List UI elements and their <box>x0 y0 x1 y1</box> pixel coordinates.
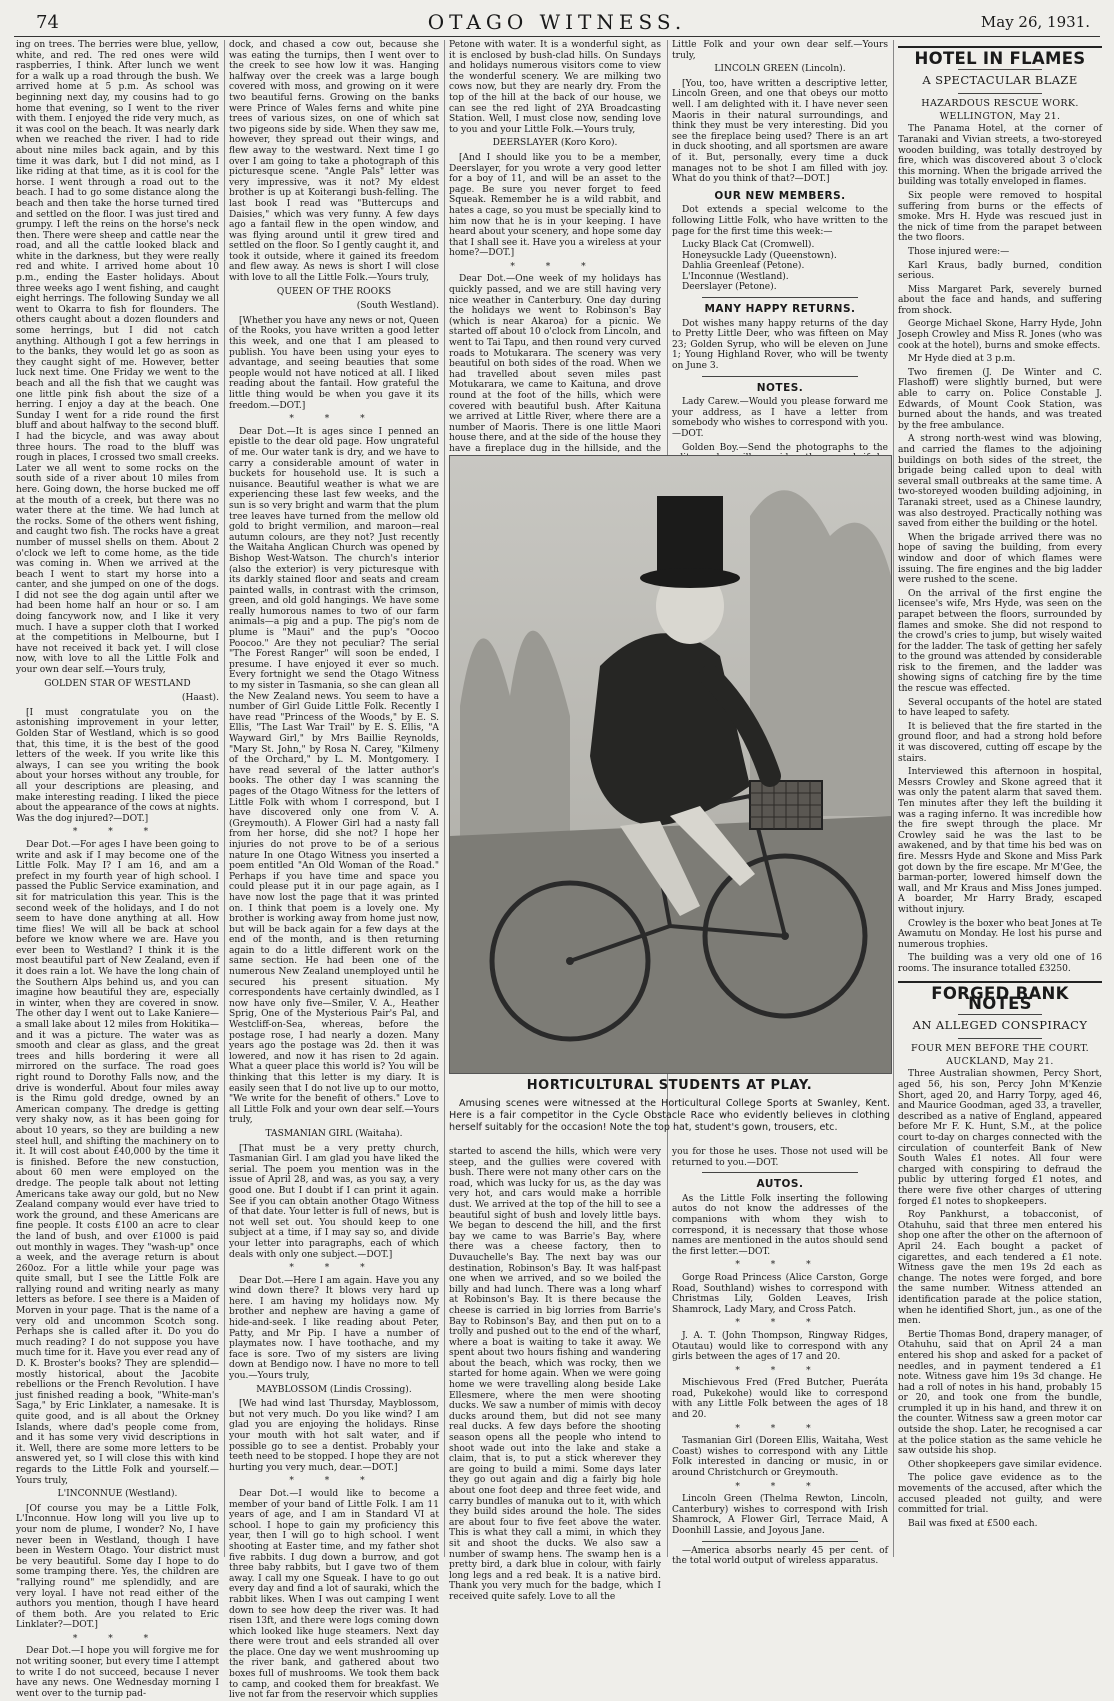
signature: GOLDEN STAR OF WESTLAND <box>44 678 191 689</box>
section-heading: NOTES. <box>756 381 804 394</box>
cyclist-photo-illustration <box>450 456 891 1073</box>
letter-paragraph: Dear Dot.—I hope you will forgive me for not writing sooner, but every time I attempt to write I do not succeed, because I never have any news. One Wednesday morning I went over to the turnip pad- <box>16 1646 219 1699</box>
separator-stars: * * * <box>735 1423 825 1434</box>
photo-caption: Amusing scenes were witnessed at the Horticultural College Sports at Swanley, Kent. Here is a fair competitor in the Cycle Obstacle Race who evidently believes in clothing herself suitably for the occasion! Note the top hat, student's gown, trousers, etc. <box>449 1098 890 1133</box>
masthead <box>14 6 1100 37</box>
column-rule <box>224 40 225 1557</box>
editor-reply: [You, too, have written a descriptive letter, Lincoln Green, and one that obeys our motto well. I am delighted with it. I have never seen Maoris in their natural surroundings, and think they must be very interesting. Did you see the fireplace being used? There is an art in duck shooting, and all sportsmen are aware of it. But, personally, every time a duck manages not to be shot I am filled with joy. What do you think of that?—DOT.] <box>672 78 888 185</box>
auto-entry: Lincoln Green (Thelma Rewton, Lincoln, Canterbury) wishes to correspond with Irish Shamrock, A Flower Girl, Terrace Maid, A Doonhill Lassie, and Joyous Jane. <box>672 1494 888 1536</box>
article-paragraph: Several occupants of the hotel are stated to have leaped to safety. <box>898 697 1102 719</box>
divider <box>898 46 1102 48</box>
letter-paragraph: Petone with water. It is a wonderful sight, as it is enclosed by bush-clad hills. On Sundays and holidays numerous visitors come to view the wonderful scenery. We are milking two cows now, but they are nearly dry. From the top of the hill at the back of our house, we can see the red light of 2YA Broadcasting Station. Well, I must close now, sending love to you and your Little Folk.—Yours truly, <box>449 40 661 135</box>
member-item: L'Inconnue (Westland). <box>682 271 789 282</box>
separator-stars: * * * <box>735 1481 825 1492</box>
article-paragraph: Bail was fixed at £500 each. <box>908 1518 1038 1529</box>
article-paragraph: The building was a very old one of 16 rooms. The insurance totalled £3250. <box>898 953 1102 974</box>
article-paragraph: Six people were removed to hospital suffering from burns or the effects of smoke. Mrs H. Hyde was rescued just in the nick of time from the parapet between the two floors. <box>898 190 1102 244</box>
editor-reply: [We had wind last Thursday, Mayblossom, but not very much. Do you like wind? I am glad you are enjoying the holidays. Rinse your mouth with hot salt water, and if possible go to see a dentist. Probably your teeth need to be stopped. I hope they are not hurting you very much, dear.—DOT.] <box>229 1399 439 1473</box>
section-intro: As the Little Folk inserting the following autos do not know the addresses of the companions with whom they wish to correspond, it is necessary that those whose names are mentioned in the autos should send the first letter.—DOT. <box>672 1193 888 1257</box>
subheading: HAZARDOUS RESCUE WORK. <box>921 98 1079 110</box>
article-paragraph: Those injured were:— <box>908 246 1010 257</box>
column-3-top <box>449 40 661 454</box>
article-paragraph: Mr Hyde died at 3 p.m. <box>908 354 1016 365</box>
note-item: Lady Carew.—Would you please forward me your address, as I have a letter from somebody who wishes to correspond with you.—DOT. <box>672 397 888 439</box>
separator-stars: * * * <box>72 1633 163 1644</box>
signature-place: (South Westland). <box>356 301 439 312</box>
divider <box>702 1172 858 1173</box>
article-paragraph: George Michael Skone, Harry Hyde, John Joseph Crowley and Miss R. Jones (who was cook at the hotel), burns and smoke effects. <box>898 319 1102 351</box>
note-item: you for those he uses. Those not used will be returned to you.—DOT. <box>672 1147 888 1168</box>
article-paragraph: Two firemen (J. De Winter and C. Flashoff) were slightly burned, but were able to carry on. Police Constable J. Edwards, of Mount Cook Station, was burned about the hands, and was treated by the free ambulance. <box>898 367 1102 431</box>
article-paragraph: Bertie Thomas Bond, drapery manager, of Otahuhu, said that on April 24 a man entered his shop and asked for a packet of needles, and in payment tendered a £1 note. Witness gave him 19s 3d change. He had a roll of notes in his hand, probably 15 or 20, and took one from the bundle, crumpled it up in his hand, and threw it on the counter. Witness saw a green motor car outside the shop. Later, he recognised a car at the police station as the same vehicle he saw outside his shop. <box>898 1329 1102 1457</box>
section-intro: Dot extends a special welcome to the following Little Folk, who have written to the page for the first time this week:— <box>672 205 888 237</box>
photo-heading: HORTICULTURAL STUDENTS AT PLAY. <box>526 1078 813 1093</box>
section-heading: AUTOS. <box>756 1178 804 1191</box>
column-4-top <box>672 40 888 453</box>
separator-stars: * * * <box>510 261 600 272</box>
divider <box>958 93 1042 94</box>
article-paragraph: When the brigade arrived there was no hope of saving the building, from every window and door of which flames were issuing. The fire engines and the big ladder were rushed to the scene. <box>898 532 1102 586</box>
editor-reply: [I must congratulate you on the astonishing improvement in your letter, Golden Star of Westland, which is so good that, this time, it is the best of the good letters of the week. If you write like this always, I can see you writing the book about your horses without any trouble, for all your descriptions are pleasing, and make interesting reading. I liked the piece about the appearance of the cows at nights. Was the dog injured?—DOT.] <box>16 707 219 824</box>
article-paragraph: The Panama Hotel, at the corner of Taranaki and Vivian streets, a two-storeyed wooden building, was totally destroyed by fire, which was discovered about 3 o'clock this morning. When the brigade arrived the building was totally enveloped in flames. <box>898 124 1102 188</box>
auto-entry: J. A. T. (John Thompson, Ringway Ridges, Otautau) would like to correspond with any girls between the ages of 17 and 20. <box>672 1330 888 1363</box>
dateline: AUCKLAND, May 21. <box>946 1055 1054 1067</box>
letter-paragraph: Dear Dot.—One week of my holidays has quickly passed, and we are still having very nice weather in Canterbury. One day during the holidays we went to Robinson's Bay (which is near Akaroa) for a picnic. We started off about 10 o'clock from Lincoln, and went to Tai Tapu, and then round very curved roads to Motukarara. The scenery was very beautiful on both sides of the road. When we had travelled about seven miles past Motukarara, we came to Kaituna, and drove round at the foot of the hills, which were covered with beautiful bush. After Kaituna we arrived at Little River, where there are a number of Maoris. There is one little Maori house there, and at the side of the house they have a fireplace dug in the hillside, and the <box>449 274 661 454</box>
column-5 <box>898 40 1102 1562</box>
subheading: FOUR MEN BEFORE THE COURT. <box>910 1043 1089 1055</box>
editor-reply: [And I should like you to be a member, Deerslayer, for you wrote a very good letter for a boy of 11, and will be an asset to the page. Be sure you never forget to feed Squeak. Remember he is a wild rabbit, and hates a cage, so you must be specially kind to him now that he is in your keeping. I have heard about your scenery, and hope some day that I shall see it. Have you a wireless at your home?—DOT.] <box>449 152 661 259</box>
divider <box>702 297 858 298</box>
separator-stars: * * * <box>735 1365 825 1376</box>
letter-paragraph: Dear Dot.—For ages I have been going to write and ask if I may become one of the Little Folk. May I? I am 16, and am a prefect in my fourth year of high school. I passed the Public Service examination, and sit for matriculation this year. This is the second week of the holidays, and I do not seem to have done anything at all. How time flies! We will all be back at school before we know where we are. Have you ever been to Westland? I think it is the most beautiful part of New Zealand, even if it does rain a lot. We have the long chain of the Southern Alps behind us, and you can imagine how beautiful they are, especially in winter, when they are covered in snow. The other day I went out to Lake Kaniere—a small lake about 12 miles from Hokitika—and it was a picture. The water was as smooth and clear as glass, and the great trees and hills bordering it were all mirrored on the surface. The road goes right round to Dorothy Falls now, and the drive is wonderful. About four miles away is the Rimu gold dredge, owned by an American company. The dredge is getting very shaky now, as it has been going for about 10 years, so they are building a new steel hull, and shifting the machinery on to it. It will cost about £40,000 by the time it is finished. Before the new constuction, about 60 men were employed on the dredge. The people talk about not letting Americans take away our gold, but no New Zealand company would ever have tried to work the ground, and these Americans are fine people. It costs £100 an acre to clear the land of bush, and over £1000 is paid out monthly in wages. They "wash-up" once a week, and the average return is about 260oz. For a little while your page was quite small, but I see the Little Folk are rallying round and writing nearly as many letters as before. I see there is a Maiden of Morven in your page. That is the name of a very old and uncommon Scotch song. Perhaps she is called after it. Do you do much reading? I do not suppose you have much time for it. Have you ever read any of D. K. Broster's books? They are splendid—mostly historical, about the Jacobite rebellions or the French Revolution. I have just finished reading a book, "White-man's Saga," by Eric Linklater, a namesake. It is quite good, and is all about the Orkney Islands, where dad's people come from, and it has some very vivid descriptions in it. Well, there are some more letters to be answered yet, so I will close this with kind regards to the Little Folk and yourself.—Yours truly, <box>16 839 219 1486</box>
divider <box>702 376 858 377</box>
letter-paragraph: Dear Dot.—I would like to become a member of your band of Little Folk. I am 11 years of age, and I am in Standard VI at school. I hope to gain my proficiency this year, then I will go to high school. I went shooting at Easter time, and my father shot five rabbits. I dug down a burrow, and got three baby rabbits, but I gave two of them away. I call my one Squeak. I have to go out every day and find a lot of sauraki, which the rabbit likes. When I was out camping I went down to see how deep the river was. It had risen 13ft, and there were logs coming down which looked like huge steamers. Next day there were trout and eels stranded all over the place. One day we went mushrooming up the river bank, and gathered about two boxes full of mushrooms. We took them back to camp, and cooked them for breakfast. We live not far from the reservoir which supplies <box>229 1488 439 1701</box>
deck: A SPECTACULAR BLAZE <box>922 72 1078 87</box>
member-item: Honeysuckle Lady (Queenstown). <box>682 250 837 261</box>
separator-stars: * * * <box>735 1260 825 1271</box>
photograph <box>449 455 892 1074</box>
letter-paragraph: Dear Dot.—Here I am again. Have you any wind down there? It blows very hard up here. I am having my holidays now. My brother and nephew are having a game of hide-and-seek. I like reading about Peter, Patty, and Mr Pip. I have a number of playmates now. I have toothache, and my face is sore. Two of my sisters are living down at Bendigo now. I have no more to tell you.—Yours truly, <box>229 1275 439 1382</box>
signature: MAYBLOSSOM (Lindis Crossing). <box>256 1384 412 1395</box>
editor-reply: [That must be a very pretty church, Tasmanian Girl. I am glad you have liked the serial. The poem you mention was in the issue of April 28, and was, as you say, a very good one. But I doubt if I can print it again. See if you can obtain another Otago Witness of that date. Your letter is full of news, but is not well set out. You should keep to one subject at a time, if I may say so, and divide your letter into paragraphs, each of which deals with only one subject.—DOT.] <box>229 1143 439 1260</box>
dateline: WELLINGTON, May 21. <box>939 110 1061 122</box>
signature: L'INCONNUE (Westland). <box>57 1489 178 1500</box>
section-heading: MANY HAPPY RETURNS. <box>704 303 856 316</box>
signature: TASMANIAN GIRL (Waitaha). <box>265 1128 403 1139</box>
article-paragraph: It is believed that the fire started in the ground floor, and had a strong hold before it was discovered, cutting off escape by the stairs. <box>898 721 1102 764</box>
column-1 <box>16 40 219 1699</box>
filler-note: —America absorbs nearly 45 per cent. of the total world output of wireless apparatus. <box>672 1545 888 1567</box>
article-paragraph: Karl Kraus, badly burned, condition serious. <box>898 260 1102 282</box>
editor-reply: [Whether you have any news or not, Queen of the Rooks, you have written a good letter this week, and one that I am pleased to publish. You have been using your eyes to advantage, and seeing beauties that some people would not have noticed at all. I liked reading about the fantail. How grateful the little thing would be when you gave it its freedom.—DOT.] <box>229 315 439 411</box>
separator-stars: * * * <box>735 1318 825 1329</box>
article-paragraph: Interviewed this afternoon in hospital, Messrs Crowley and Skone agreed that it was only the patent alarm that saved them. Ten minutes after they left the building it was a raging inferno. It was incredible how the fire swept through the place. Mr Crowley said he was the last to be awakened, and by that time his bed was on fire. Messrs Hyde and Skone and Miss Park got down by the fire escape. Mr M'Gee, the barman-porter, lowered himself down the wall, and Mr Kraus and Miss Jones jumped. A boarder, Mr Harry Brady, escaped without injury. <box>898 767 1102 915</box>
column-rule <box>444 40 445 1557</box>
column-rule <box>893 40 894 1557</box>
separator-stars: * * * <box>289 1263 379 1274</box>
signature-place: (Haast). <box>181 693 219 704</box>
letter-paragraph: started to ascend the hills, which were very steep, and the gullies were covered with bush. There were not many other cars on the road, which was lucky for us, as the day was very hot, and cars would make a horrible dust. We arrived at the top of the hill to see a beautiful sight of bush and lovely little bays. We began to descend the hill, and the first bay we came to was Barrie's Bay, where there was a cheese factory, then to Duvauchelle's Bay. The next bay was our destination, Robinson's Bay. It was half-past one when we arrived, and so we boiled the billy and had lunch. There was a long wharf at Robinson's Bay. It is there because the cheese is carried in big lorries from Barrie's Bay to Robinson's Bay, and then put on to a trolly and pushed out to the end of the wharf, where a boat is waiting to take it away. We spent about two hours fishing and wandering about the beach, which was rocky, then we started for home again. When we were going home we were travelling along beside Lake Ellesmere, where the men were shooting ducks. We saw a number of mimis with decoy ducks around them, but did not see many real ducks. A few days before the shooting season opens all the people who intend to shoot wade out into the lake and stake a claim, that is, to put a stick wherever they are going to build a mimi. Some days later they go out again and dig a fairly big hole about one foot deep and three feet wide, and carry bundles of manuka out to it, with which they build sides around the hole. The sides are about four to five feet above the water. This is what they call a mimi, in which they sit and shoot the ducks. We also saw a number of swamp hens. The swamp hen is a pretty bird, a dark blue in colour, with fairly long legs and a red beak. It is a native bird. Thank you very much for the badge, which I received quite safely. Love to all the <box>449 1147 661 1602</box>
auto-entry: Tasmanian Girl (Doreen Ellis, Waitaha, West Coast) wishes to correspond with any Little Folk interested in dancing or music, in or around Christchurch or Greymouth. <box>672 1436 888 1479</box>
newspaper-title: OTAGO WITNESS. <box>427 10 687 34</box>
article-paragraph: A strong north-west wind was blowing, and carried the flames to the adjoining buildings on both sides of the street, the brigade being called upon to deal with several small outbreaks at the same time. A two-storeyed wooden building adjoining, in Taranaki street, used as a Chinese laundry, was also destroyed. Practically nothing was saved from either the building or the hotel. <box>898 434 1102 530</box>
signature: DEERSLAYER (Koro Koro). <box>492 138 618 149</box>
auto-entry: Mischievous Fred (Fred Butcher, Pueráta road, Pukekohe) would like to correspond with any Little Folk between the ages of 18 and 20. <box>672 1378 888 1421</box>
headline: HOTEL IN FLAMES <box>914 49 1086 68</box>
divider <box>898 981 1102 983</box>
letter-paragraph: ing on trees. The berries were blue, yellow, white, and red. The red ones were wild raspberries, I think. After lunch we went for a walk up a road through the bush. We arrived home at 5 p.m. As school was beginning next day, my cousins had to go home that evening, so I went to the river with them. I enjoyed the ride very much, as it was cool on the beach. It was nearly dark when we reached the river. I had to ride about nine miles back again, and by this time it was dark, but I did not mind, as I like riding at that time, as it is cool for the horse. I went through a road out to the beach. I had to go some distance along the beach and then take the horse turned tired and settled on the floor. I was just tired and grumpy. I left the reins on the horse's neck then. There were sheep and cattle near the road, and all the cattle looked black and white in the darkness, but they were really red and white. I arrived home about 10 p.m., ending the Easter holidays. About three weeks ago I went fishing, and caught eight herrings. The following Sunday we all went to Okarra to fish for flounders. The others caught about a dozen flounders and some herrings, but I did not catch anything. Although I got a few herrings in to the banks, they would let go as soon as they caught sight of me. However, better luck next time. One Friday we went to the beach and all the fish that we caught was one little pink fish about the size of a herring. I enjoy a day at the beach. One Sunday I went for a ride round the first bluff and about halfway to the second bluff. I had the bicycle, and was away about three hours. The road to the bluff was rough in places, I crossed two small creeks. Later we all went to some rocks on the south side of a river about 10 miles from here. Going down, the horse bucked me off at the mouth of a creek, but there was no water there at the time. We had lunch at the rocks. Some of the others went fishing, and caught two fish. The rocks have a great number of mussel shells on them. About 2 o'clock we left to come home, as the tide was coming in. When we arrived at the beach I went to start my horse into a canter, and she jumped on one of the dogs. I did not see the dog again until after we had been home half an hour or so. I am doing fancywork now, and I like it very much. I have a supper cloth that I worked at the competitions in Melbourne, but I have not received it back yet. I will close now, with love to all the Little Folk and your own dear self.—Yours truly, <box>16 40 219 676</box>
issue-date: May 26, 1931. <box>980 13 1090 31</box>
member-item: Dahlia Greenleaf (Petone). <box>682 261 805 272</box>
letter-paragraph: Dear Dot.—It is ages since I penned an epistle to the dear old page. How ungrateful of me. Our water tank is dry, and we have to carry a considerable amount of water in buckets for household use. It is such a nuisance. Beautiful weather is what we are experiencing these last few weeks, and the sun is so very bright and warm that the plum tree leaves have turned from the mellow old gold to bright vermilion, and maroon—real autumn colours, are they not? Just recently the Waitaha Anglican Church was opened by Bishop West-Watson. The church's interior (also the exterior) is very picturesque with its darkly stained floor and seats and cream painted walls, in contrast with the crimson, green, and old gold hangings. We have some really humorous names to two of our farm animals—a pig and a pup. The pig's nom de plume is "Maui" and the pup's "Oocoo Poocoo." Are they not peculiar? The serial "The Forest Ranger" will soon be ended, I presume. I have enjoyed it ever so much. Every fortnight we send the Otago Witness to my sister in Tasmania, so she can glean all the New Zealand news. You seem to have a number of Girl Guide Little Folk. Recently I have read "Princess of the Woods," by E. S. Ellis, "The Last War Trail" by E. S. Ellis, "A Wayward Girl," by Mrs Baillie Reynolds, "Mary St. John," by Rosa N. Carey, "Kilmeny of the Orchard," by L. M. Montgomery. I have read several of the latter author's books. The other day I was scanning the pages of the Otago Witness for the letters of Little Folk with whom I correspond, but I have discovered only one from V. A. (Greymouth). A Flower Girl had a nasty fall from her horse, did she not? I hope her injuries do not prove to be of a serious nature In one Otago Witness you inserted a poem entitled "An Old Woman of the Road." Perhaps if you have time and space you could please put it in our page again, as I have now lost the page that it was printed on. I think that poem is a lovely one. My brother is working away from home just now, but will be back again for a few days at the end of the month, and is then returning again to do a little different work on the same section. He had been one of the numerous New Zealand unemployed until he secured his present situation. My correspondents have certainly dwindled, as I now have only five—Smiler, V. A., Heather Sprig, One of the Mysterious Pair's Pal, and Westcliff-on-Sea, whereas, before the postage rose, I had nearly a dozen. Many years ago the postage was 2d. then it was lowered, and now it has risen to 2d again. What a queer place this world is? You will be thinking that this letter is my diary. It is easily seen that I do not live up to our motto, "We write for the benefit of others." Love to all Little Folk and your own dear self.—Yours truly, <box>229 426 439 1126</box>
article-paragraph: The police gave evidence as to the movements of the accused, after which the accused pleaded not guilty, and were committed for trial. <box>898 1473 1102 1516</box>
divider <box>702 1541 858 1542</box>
article-paragraph: On the arrival of the first engine the licensee's wife, Mrs Hyde, was seen on the parapet between the floors, surrounded by flames and smoke. She did not respond to the crowd's cries to jump, but wisely waited for the ladder. The task of getting her safely to the ground was attended by considerable risk to the firemen, and the ladder was showing signs of catching fire by the time the rescue was effected. <box>898 588 1102 695</box>
separator-stars: * * * <box>289 414 379 425</box>
auto-entry: Gorge Road Princess (Alice Carston, Gorge Road, Southland) wishes to correspond with Christmas Lily, Golden Leaves, Irish Shamrock, Lady Mary, and Cross Patch. <box>672 1272 888 1315</box>
section-heading: OUR NEW MEMBERS. <box>714 189 846 202</box>
members-list <box>672 240 888 293</box>
column-3-bottom <box>449 1147 661 1602</box>
member-item: Deerslayer (Petone). <box>682 282 777 293</box>
note-item: Golden Boy.—Send the photographs to the <box>682 442 888 453</box>
divider <box>958 1014 1042 1015</box>
column-4-bottom <box>672 1147 888 1567</box>
separator-stars: * * * <box>72 827 163 838</box>
signature: LINCOLN GREEN (Lincoln). <box>714 64 846 75</box>
editor-reply: [Of course you may be a Little Folk, L'Inconnue. How long will you live up to your nom de plume, I wonder? No, I have never been in Westland, though I have been in Western Otago. Your district must be very beautiful. Some day I hope to do some tramping there. Yes, the children are "rallying round" me splendidly, and are very loyal. I have not read either of the authors you mention, though I have heard of them both. Are you related to Eric Linklater?—DOT.] <box>16 1503 219 1631</box>
letter-paragraph: Little Folk and your own dear self.—Yours truly, <box>672 40 888 61</box>
article-paragraph: Three Australian showmen, Percy Short, aged 56, his son, Percy John M'Kenzie Short, aged 20, and Harry Torpy, aged 46, and Maurice Goodman, aged 33, a traveller, described as a native of England, appeared before Mr F. K. Hunt, S.M., at the police court to-day on charges connected with the circulation of counterfeit Bank of New South Wales £1 notes. All four were charged with conspiring to defraud the public by uttering forged £1 notes, and there were five other charges of uttering forged £1 notes to shopkeepers. <box>898 1069 1102 1207</box>
article-paragraph: Roy Pankhurst, a tobacconist, of Otahuhu, said that three men entered his shop one after the other on the afternoon of April 24. Each bought a packet of cigarettes, and each tendered a £1 note. Witness gave the men 19s 2d each as change. The notes were forged, and bore the same number. Witness attended an identification parade at the police station, when he identified Short, jun., as one of the men. <box>898 1210 1102 1327</box>
divider <box>958 69 1042 70</box>
page-number: 74 <box>36 12 59 33</box>
birthday-notice: Dot wishes many happy returns of the day to Pretty Little Deer, who was fifteen on May 23; Golden Syrup, who will be eleven on June 1; Young Highland Rover, who will be twenty on June 3. <box>672 318 888 372</box>
headline: FORGED BANK NOTES <box>931 983 1069 1014</box>
separator-stars: * * * <box>289 1476 379 1487</box>
column-2 <box>229 40 439 1701</box>
article-paragraph: Crowley is the boxer who beat Jones at Te Awamutu on Monday. He lost his purse and numerous trophies. <box>898 918 1102 950</box>
divider <box>958 1038 1042 1039</box>
letter-paragraph: dock, and chased a cow out, because she was eating the turnips, then I went over to the creek to see how low it was. Hanging halfway over the creek was a large bough covered with moss, and growing on it were two beautiful ferns. Growing on the banks were Prince of Wales ferns and white pine trees of various sizes, on one of which sat two pigeons side by side. When they saw me, however, they spread out their wings, and flew away to the westward. Next time I go over I am going to take a photograph of this picturesque scene. "Angle Pals" letter was very impressive, was it not? My eldest brother is up at Koiterangi bush-felling. The last book I read was "Buttercups and Daisies," which was very funny. A few days ago a fantail flew in the open window, and was flying around until it grew tired and settled on the floor. So I gently caught it, and took it outside, where it gained its freedom and flew away. As news is short I will close with love to all the Little Folk.—Yours truly, <box>229 40 439 284</box>
member-item: Lucky Black Cat (Cromwell). <box>682 240 815 251</box>
deck: AN ALLEGED CONSPIRACY <box>912 1017 1088 1032</box>
article-paragraph: Miss Margaret Park, severely burned about the face and hands, and suffering from shock. <box>898 284 1102 316</box>
signature: QUEEN OF THE ROOKS <box>276 286 392 297</box>
article-paragraph: Other shopkeepers gave similar evidence. <box>908 1459 1102 1470</box>
